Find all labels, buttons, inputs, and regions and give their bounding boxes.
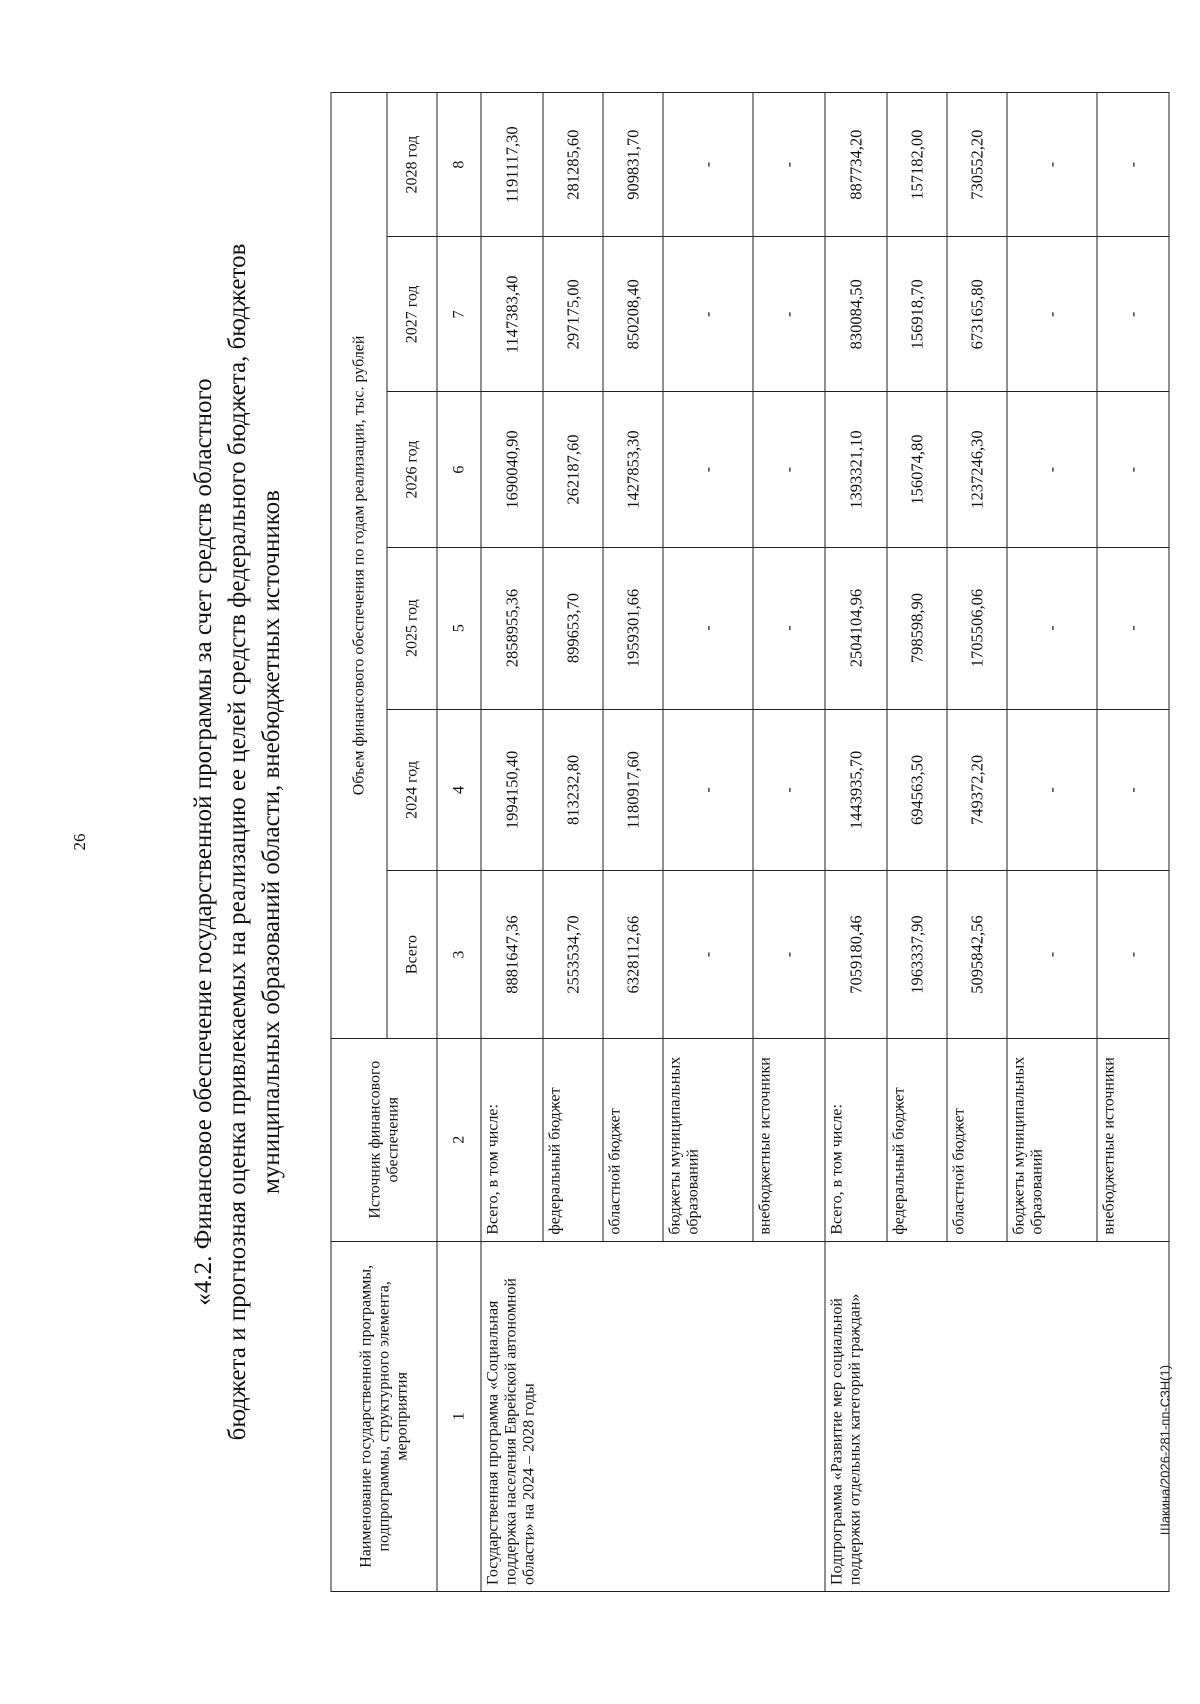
amount-cell: 281285,60 [543, 93, 603, 237]
funding-source-cell: областной бюджет [603, 1038, 663, 1241]
header-source: Источник финансового обеспечения [331, 1038, 437, 1241]
amount-cell: - [753, 871, 825, 1038]
amount-cell: - [663, 871, 753, 1038]
amount-cell: - [1097, 237, 1169, 392]
amount-cell: 157182,00 [887, 93, 947, 237]
amount-cell: - [1007, 547, 1097, 709]
amount-cell: 1237246,30 [947, 392, 1007, 547]
amount-cell: 1427853,30 [603, 392, 663, 547]
amount-cell: 730552,20 [947, 93, 1007, 237]
funding-source-cell: федеральный бюджет [887, 1038, 947, 1241]
section-title [187, 102, 289, 1582]
title-line-2: бюджета и прогнозная оценка привлекаемых на реализацию ее целей средств федерального бюджета, бюджетов [224, 243, 251, 1441]
header-2025: 2025 год [387, 547, 437, 709]
amount-cell: - [753, 93, 825, 237]
amount-cell: 2858955,36 [481, 547, 543, 709]
table-row [481, 93, 543, 1592]
header-2024: 2024 год [387, 709, 437, 871]
amount-cell: - [1097, 871, 1169, 1038]
amount-cell: 673165,80 [947, 237, 1007, 392]
column-number: 5 [437, 547, 481, 709]
table-row [825, 93, 887, 1592]
amount-cell: - [1007, 93, 1097, 237]
amount-cell: 830084,50 [825, 237, 887, 392]
funding-source-cell: Всего, в том числе: [481, 1038, 543, 1241]
amount-cell: 813232,80 [543, 709, 603, 871]
funding-source-cell: Всего, в том числе: [825, 1038, 887, 1241]
amount-cell: 156074,80 [887, 392, 947, 547]
amount-cell: - [1097, 547, 1169, 709]
header-2028: 2028 год [387, 93, 437, 237]
column-number-row [437, 93, 481, 1592]
financing-table [331, 92, 1170, 1592]
column-number: 1 [437, 1241, 481, 1591]
funding-source-cell: областной бюджет [947, 1038, 1007, 1241]
amount-cell: 1705506,06 [947, 547, 1007, 709]
amount-cell: - [753, 392, 825, 547]
amount-cell: 8881647,36 [481, 871, 543, 1038]
amount-cell: 798598,90 [887, 547, 947, 709]
page-number: 26 [70, 833, 89, 851]
amount-cell: - [753, 547, 825, 709]
amount-cell: 5095842,56 [947, 871, 1007, 1038]
title-line-3: муниципальных образований области, внебюджетных источников [258, 490, 285, 1194]
amount-cell: 1191117,30 [481, 93, 543, 237]
column-number: 8 [437, 93, 481, 237]
column-number: 4 [437, 709, 481, 871]
amount-cell: 749372,20 [947, 709, 1007, 871]
funding-source-cell: бюджеты муниципальных образований [663, 1038, 753, 1241]
amount-cell: - [1007, 871, 1097, 1038]
header-2027: 2027 год [387, 237, 437, 392]
funding-source-cell: внебюджетные источники [1097, 1038, 1169, 1241]
amount-cell: - [753, 237, 825, 392]
amount-cell: 1994150,40 [481, 709, 543, 871]
amount-cell: 2504104,96 [825, 547, 887, 709]
document-footer-code: Шакина/2026-281-пп-СЗН(1) [1157, 1364, 1173, 1536]
column-number: 2 [437, 1038, 481, 1241]
amount-cell: 1963337,90 [887, 871, 947, 1038]
amount-cell: - [1007, 237, 1097, 392]
amount-cell: - [753, 709, 825, 871]
financing-table-container [331, 92, 1166, 1592]
amount-cell: - [663, 547, 753, 709]
amount-cell: - [1007, 392, 1097, 547]
amount-cell: 899653,70 [543, 547, 603, 709]
amount-cell: 1393321,10 [825, 392, 887, 547]
amount-cell: - [1007, 709, 1097, 871]
amount-cell: 1959301,66 [603, 547, 663, 709]
header-total: Всего [387, 871, 437, 1038]
amount-cell: 1443935,70 [825, 709, 887, 871]
amount-cell: 694563,50 [887, 709, 947, 871]
amount-cell: 2553534,70 [543, 871, 603, 1038]
header-2026: 2026 год [387, 392, 437, 547]
amount-cell: 909831,70 [603, 93, 663, 237]
amount-cell: 7059180,46 [825, 871, 887, 1038]
amount-cell: - [1097, 392, 1169, 547]
funding-source-cell: бюджеты муниципальных образований [1007, 1038, 1097, 1241]
funding-source-cell: внебюджетные источники [753, 1038, 825, 1241]
header-row-1 [331, 93, 387, 1592]
column-number: 7 [437, 237, 481, 392]
amount-cell: 850208,40 [603, 237, 663, 392]
amount-cell: 887734,20 [825, 93, 887, 237]
amount-cell: - [1097, 93, 1169, 237]
column-number: 3 [437, 871, 481, 1038]
table-body [437, 93, 1169, 1592]
amount-cell: 1147383,40 [481, 237, 543, 392]
amount-cell: 1180917,60 [603, 709, 663, 871]
title-line-1: «4.2. Финансовое обеспечение государственной программы за счет средств областного [190, 378, 217, 1306]
amount-cell: 6328112,66 [603, 871, 663, 1038]
amount-cell: 156918,70 [887, 237, 947, 392]
amount-cell: 297175,00 [543, 237, 603, 392]
amount-cell: - [663, 709, 753, 871]
amount-cell: - [663, 93, 753, 237]
amount-cell: - [663, 237, 753, 392]
program-name-cell: Государственная программа «Социальная поддержка населения Еврейской автономной области» на 2024 – 2028 годы [481, 1241, 825, 1591]
amount-cell: - [1097, 709, 1169, 871]
amount-cell: - [663, 392, 753, 547]
header-name: Наименование государственной программы, подпрограммы, структурного элемента, мероприятия [331, 1241, 437, 1591]
program-name-cell: Подпрограмма «Развитие мер социальной поддержки отдельных категорий граждан» [825, 1241, 1169, 1591]
header-volume: Объем финансового обеспечения по годам реализации, тыс. рублей [331, 93, 387, 1039]
funding-source-cell: федеральный бюджет [543, 1038, 603, 1241]
amount-cell: 1690040,90 [481, 392, 543, 547]
amount-cell: 262187,60 [543, 392, 603, 547]
column-number: 6 [437, 392, 481, 547]
